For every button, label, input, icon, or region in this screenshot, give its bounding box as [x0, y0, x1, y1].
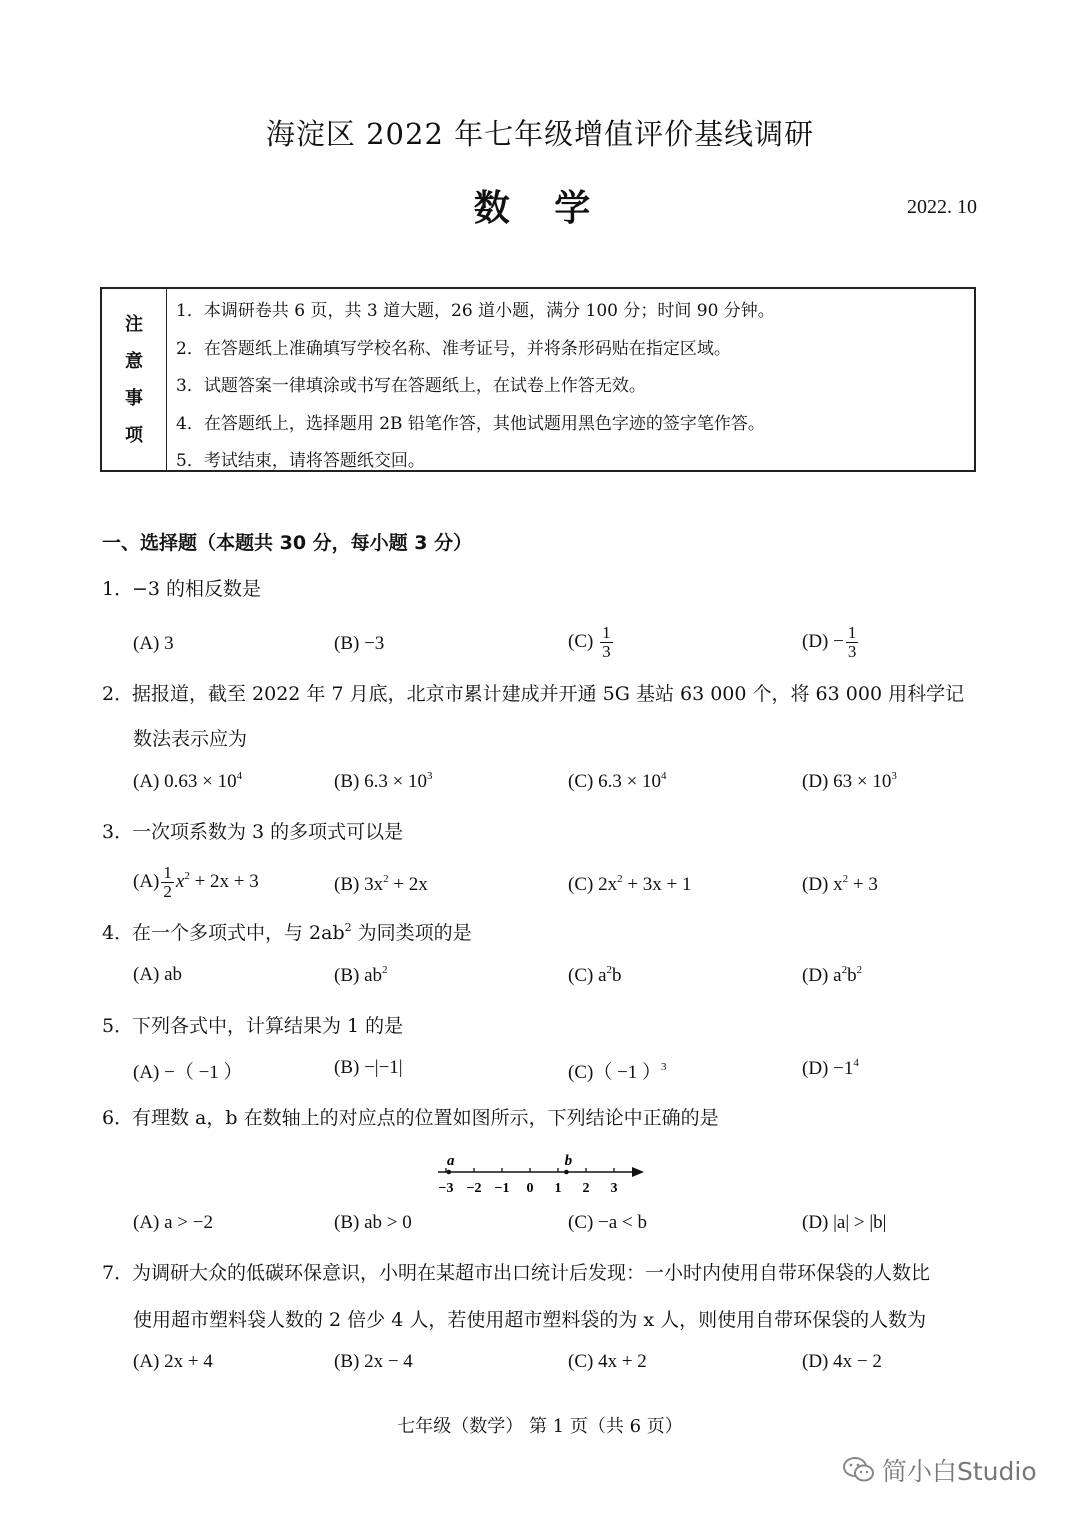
notice-heading-char: 事: [125, 387, 143, 409]
number-line-tick-label: 0: [526, 1181, 534, 1196]
number-line-tick-label: 1: [554, 1181, 562, 1196]
option-c: (C) 4x + 2: [568, 1351, 647, 1372]
number-line-tick-label: −2: [466, 1181, 482, 1196]
notice-list: [176, 293, 964, 481]
exponent: 2: [842, 873, 849, 885]
number-line-tick-label: 3: [610, 1181, 618, 1196]
fraction: [161, 864, 174, 901]
question-5: [102, 1011, 403, 1038]
option-b: [334, 873, 428, 896]
denominator: 2: [163, 882, 172, 901]
number-line-figure: [430, 1150, 660, 1200]
option-c: (C) −a < b: [568, 1212, 647, 1233]
number-line-tick-label: 2: [582, 1181, 590, 1196]
option-a: (A) 3: [133, 633, 174, 654]
point-b-marker: [564, 1170, 569, 1175]
option-c: [568, 770, 667, 793]
question-number: 2．: [102, 683, 134, 705]
question-text: 为调研大众的低碳环保意识，小明在某超市出口统计后发现：一小时内使用自带环保袋的人数比: [132, 1262, 931, 1284]
option-text: (B) 6.3 × 10: [334, 771, 428, 792]
question-number: 1．: [102, 578, 134, 600]
option-label: (D) −: [802, 630, 844, 652]
point-a-label: a: [447, 1153, 455, 1169]
wechat-icon: [842, 1456, 876, 1484]
question-text: −3 的相反数是: [132, 578, 262, 600]
option-b: [334, 964, 388, 987]
notice-box: [100, 287, 976, 472]
question-number: 4．: [102, 922, 134, 944]
option-b: (B) −3: [334, 633, 385, 654]
option-a: (A) a > −2: [133, 1212, 213, 1233]
fraction: [846, 624, 859, 661]
question-3: [102, 817, 403, 844]
exponent: 3: [427, 770, 433, 782]
exam-title: 海淀区 2022 年七年级增值评价基线调研: [265, 117, 815, 151]
option-text: b: [847, 965, 857, 986]
notice-heading-char: 项: [125, 424, 143, 446]
option-b: (B) −|−1|: [334, 1057, 403, 1078]
question-4: [102, 918, 472, 945]
question-1: [102, 574, 261, 601]
notice-heading-char: 注: [125, 313, 143, 335]
fraction: [600, 624, 613, 661]
page-footer: 七年级（数学） 第 1 页（共 6 页）: [397, 1416, 683, 1437]
question-6: [102, 1103, 719, 1130]
option-label: (C): [568, 630, 594, 652]
option-text: b: [612, 965, 622, 986]
question-text: 据报道，截至 2022 年 7 月底，北京市累计建成并开通 5G 基站 63 000 个，将 63 000 用科学记: [132, 683, 965, 705]
watermark: [842, 1452, 1037, 1488]
option-text: (D) −1: [802, 1058, 854, 1079]
question-number: 3．: [102, 821, 134, 843]
option-text: (A) 0.63 × 10: [133, 771, 237, 792]
question-text-continued: 使用超市塑料袋人数的 2 倍少 4 人，若使用超市塑料袋的为 x 人，则使用自带环保袋的人数为: [133, 1309, 927, 1331]
option-b: [334, 770, 433, 793]
notice-item: 1．本调研卷共 6 页，共 3 道大题，26 道小题，满分 100 分；时间 90 分钟。: [176, 301, 775, 321]
option-text: + 3: [848, 874, 878, 895]
notice-item: 2．在答题纸上准确填写学校名称、准考证号，并将条形码贴在指定区域。: [176, 338, 731, 359]
point-b-label: b: [564, 1153, 573, 1169]
exponent: 2: [856, 964, 863, 976]
exam-date: 2022. 10: [907, 196, 977, 218]
arrow-icon: [632, 1167, 644, 1177]
variable: x: [175, 870, 185, 892]
number-line-tick-label: −1: [494, 1181, 510, 1196]
number-line-tick-label: −3: [438, 1181, 454, 1196]
option-d: [802, 873, 878, 896]
option-c: [568, 873, 692, 896]
exponent: 2: [606, 964, 613, 976]
option-a: (A) 2x + 4: [133, 1351, 213, 1372]
option-text: (B) 3x: [334, 874, 384, 895]
exponent: 2: [383, 873, 389, 885]
question-number: 7．: [102, 1262, 134, 1284]
numerator: 1: [847, 623, 857, 642]
option-a: (A) ab: [133, 964, 183, 985]
exponent: 4: [853, 1057, 859, 1069]
option-d: [802, 964, 862, 987]
option-b: (B) ab > 0: [334, 1212, 412, 1233]
denominator: 3: [602, 642, 611, 661]
question-text: 为同类项的是: [351, 922, 472, 944]
notice-item: 3．试题答案一律填涂或书写在答题纸上，在试卷上作答无效。: [176, 376, 646, 396]
option-d: [802, 624, 860, 661]
option-a: [133, 770, 242, 793]
option-d: (D) |a| > |b|: [802, 1212, 887, 1233]
denominator: 3: [847, 642, 857, 661]
option-c: [568, 964, 622, 987]
question-text: 一次项系数为 3 的多项式可以是: [132, 821, 404, 843]
watermark-text: 简小白Studio: [882, 1457, 1037, 1486]
exponent: 2: [344, 921, 352, 934]
option-text: (D) x: [802, 874, 843, 895]
exponent: 3: [661, 1061, 667, 1073]
exponent: 2: [382, 964, 388, 976]
option-text: (D) a: [802, 965, 842, 986]
option-b: (B) 2x − 4: [334, 1351, 413, 1372]
option-text: + 3x + 1: [622, 874, 692, 895]
option-text: (C) 2x: [568, 874, 618, 895]
question-2: [102, 679, 964, 706]
option-text: (C)（ −1 ）: [568, 1062, 662, 1083]
notice-item: 5．考试结束，请将答题纸交回。: [176, 451, 425, 471]
exponent: 2: [184, 869, 190, 882]
subject-heading: 数 学: [473, 187, 607, 229]
exponent: 4: [236, 770, 243, 782]
option-a: (A) −（ −1 ）: [133, 1062, 243, 1083]
point-a-marker: [447, 1170, 452, 1175]
notice-item: 4．在答题纸上，选择题用 2B 铅笔作答，其他试题用黑色字迹的签字笔作答。: [176, 413, 765, 434]
exponent: 4: [661, 770, 667, 782]
option-text: (C) 6.3 × 10: [568, 771, 662, 792]
exponent: 2: [841, 964, 848, 976]
question-text: 有理数 a，b 在数轴上的对应点的位置如图所示，下列结论中正确的是: [132, 1107, 719, 1129]
notice-heading: [102, 289, 167, 470]
option-text: + 2x + 3: [189, 870, 259, 892]
exponent: 2: [617, 873, 623, 885]
option-text: + 2x: [388, 874, 428, 895]
question-number: 6．: [102, 1107, 134, 1129]
question-text-continued: 数法表示应为: [133, 728, 248, 750]
option-c: [568, 1057, 667, 1084]
question-7: [102, 1258, 930, 1285]
option-d: (D) 4x − 2: [802, 1351, 882, 1372]
option-label: (A): [133, 870, 160, 892]
option-d: [802, 1057, 859, 1080]
option-c: [568, 624, 615, 661]
question-number: 5．: [102, 1015, 134, 1037]
numerator: 1: [163, 863, 172, 882]
section-title: 一、选择题（本题共 30 分，每小题 3 分）: [102, 532, 473, 554]
question-text: 在一个多项式中，与 2ab: [132, 922, 345, 944]
question-text: 下列各式中，计算结果为 1 的是: [132, 1015, 404, 1037]
numerator: 1: [602, 623, 611, 642]
option-d: [802, 770, 897, 793]
notice-heading-char: 意: [125, 350, 143, 372]
exponent: 3: [891, 770, 897, 782]
option-text: (B) ab: [334, 965, 383, 986]
option-text: (D) 63 × 10: [802, 771, 892, 792]
option-text: (C) a: [568, 965, 607, 986]
option-a: [133, 864, 259, 901]
